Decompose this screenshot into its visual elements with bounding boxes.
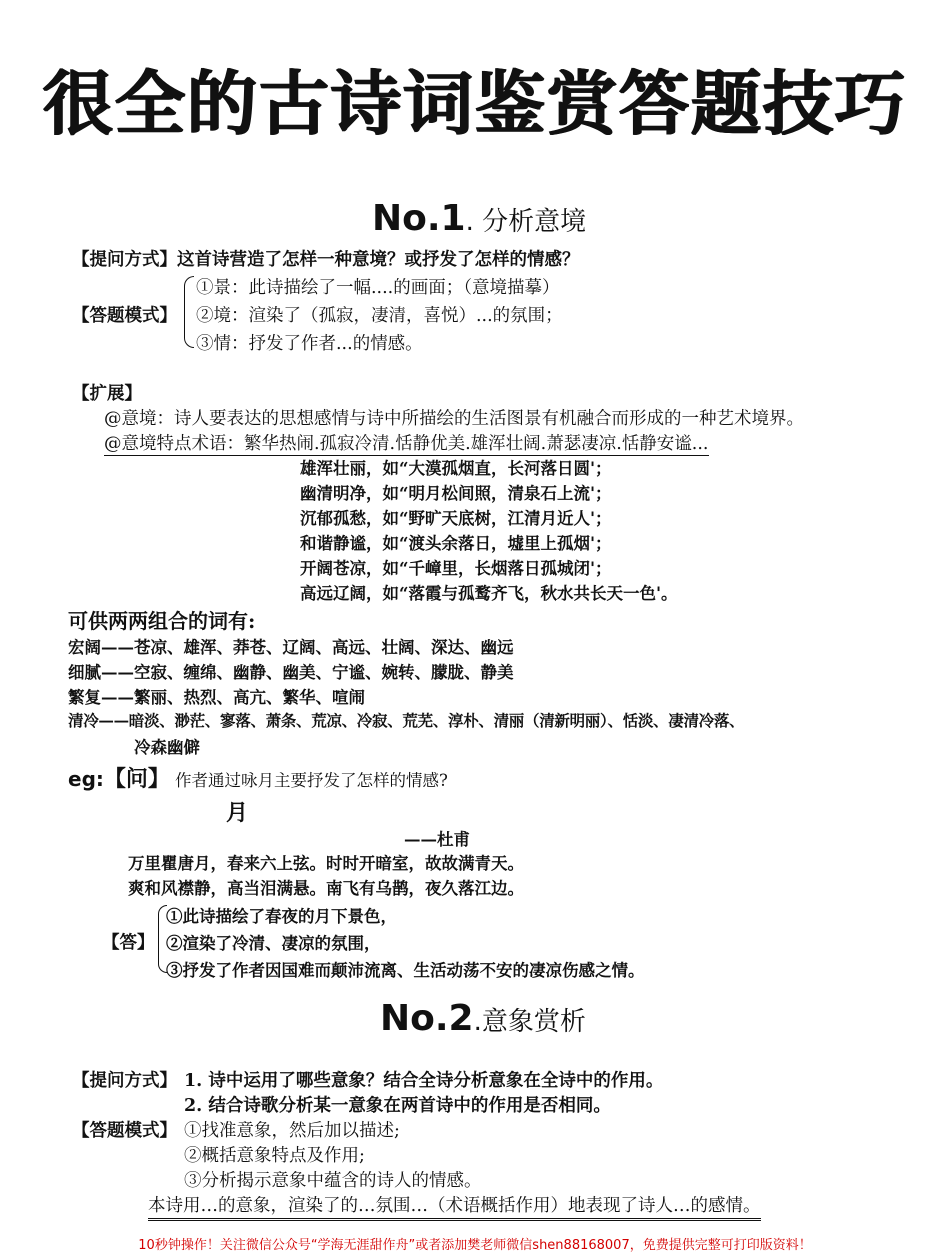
- eg-label: eg:: [68, 767, 104, 791]
- sec2-summary: [148, 1192, 761, 1217]
- poem-title: 月: [226, 800, 249, 826]
- section-2-subtitle: .意象赏析: [473, 1007, 586, 1037]
- sec2-q2: 2. 结合诗歌分析某一意象在两首诗中的作用是否相同。: [184, 1096, 611, 1116]
- section-2-heading: [380, 998, 586, 1039]
- sec1-mode-2: ②境：渲染了（孤寂，凄清，喜悦）...的氛围；: [196, 306, 563, 326]
- example-line: 高远辽阔，如“落霞与孤鹜齐飞，秋水共长天一色'。: [300, 584, 678, 603]
- sec2-mode-1: ①找准意象，然后加以描述;: [184, 1121, 400, 1141]
- answer-line: ③抒发了作者因国难而颠沛流离、生活动荡不安的凄凉伤感之情。: [166, 961, 645, 980]
- example-line: 开阔苍凉，如“千嶂里，长烟落日孤城闭'；: [300, 559, 612, 578]
- combo-line: 清冷——暗淡、渺茫、寥落、萧条、荒凉、冷寂、荒芜、淳朴、清丽（清新明丽）、恬淡、凄清冷落、: [68, 711, 745, 730]
- answer-line: ①此诗描绘了春夜的月下景色，: [166, 907, 397, 926]
- sec1-mode-label: 【答题模式】: [72, 306, 177, 326]
- sec2-mode-label: 【答题模式】: [72, 1121, 177, 1141]
- sec1-ext-terms: [104, 430, 709, 455]
- combo-line: 宏阔——苍凉、雄浑、莽苍、辽阔、高远、壮阔、深达、幽远: [68, 638, 514, 657]
- page-title: 很全的古诗词鉴赏答题技巧: [43, 63, 907, 145]
- sec1-mode-3: ③情：抒发了作者...的情感。: [196, 334, 423, 354]
- sec2-mode-3: ③分析揭示意象中蕴含的诗人的情感。: [184, 1171, 482, 1191]
- sec2-mode-2: ②概括意象特点及作用;: [184, 1146, 365, 1166]
- section-1-subtitle: . 分析意境: [465, 207, 587, 237]
- sec2-q1: 1. 诗中运用了哪些意象？结合全诗分析意象在全诗中的作用。: [184, 1071, 664, 1091]
- poem-author: ——杜甫: [404, 830, 470, 849]
- eg-text: 作者通过咏月主要抒发了怎样的情感?: [175, 771, 448, 790]
- sec1-question: 【提问方式】这首诗营造了怎样一种意境？或抒发了怎样的情感？: [72, 250, 580, 270]
- eg-question: [68, 762, 448, 793]
- sec1-ext-def: @意境：诗人要表达的思想感情与诗中所描绘的生活图景有机融合而形成的一种艺术境界。: [104, 409, 804, 429]
- combo-line: 繁复——繁丽、热烈、高亢、繁华、喧闹: [68, 688, 365, 707]
- combo-line: 细腻——空寂、缠绵、幽静、幽美、宁谧、婉转、朦胧、静美: [68, 663, 514, 682]
- example-line: 幽清明净，如“明月松间照，清泉石上流'；: [300, 484, 612, 503]
- poem-line: 万里瞿唐月，春来六上弦。时时开暗室，故故满青天。: [128, 854, 524, 873]
- answer-line: ②渲染了冷清、凄凉的氛围，: [166, 934, 381, 953]
- section-2-number: No.2: [380, 998, 474, 1039]
- sec1-brace: [184, 276, 194, 348]
- answer-label: 【答】: [102, 933, 155, 953]
- example-line: 和谐静谧，如“渡头余落日，墟里上孤烟'；: [300, 534, 612, 553]
- section-1-number: No.1: [372, 198, 466, 239]
- section-1-heading: [372, 198, 586, 239]
- sec1-ext-label: 【扩展】: [72, 384, 142, 404]
- example-line: 沉郁孤愁，如“野旷天底树，江清月近人'；: [300, 509, 612, 528]
- sec1-ext-terms-text: @意境特点术语：繁华热闹.孤寂冷清.恬静优美.雄浑壮阔.萧瑟凄凉.恬静安谧...: [104, 434, 709, 454]
- eg-q-label: 【问】: [103, 766, 170, 792]
- combo-title: 可供两两组合的词有:: [68, 609, 256, 633]
- sec2-q-label: 【提问方式】: [72, 1071, 177, 1091]
- poem-line: 爽和风襟静，高当泪满悬。南飞有乌鹊，夜久落江边。: [128, 879, 524, 898]
- sec1-mode-1: ①景：此诗描绘了一幅....的画面；（意境描摹）: [196, 278, 560, 298]
- footer-note: 10秒钟操作！关注微信公众号“学海无涯甜作舟”或者添加樊老师微信shen88168007，免费提供完整可打印版资料！: [138, 1238, 812, 1253]
- combo-line: 冷森幽僻: [134, 738, 200, 757]
- example-line: 雄浑壮丽，如“大漠孤烟直，长河落日圆'；: [300, 459, 612, 478]
- sec2-summary-text: 本诗用…的意象，渲染了的…氛围…（术语概括作用）地表现了诗人…的感情。: [148, 1196, 761, 1221]
